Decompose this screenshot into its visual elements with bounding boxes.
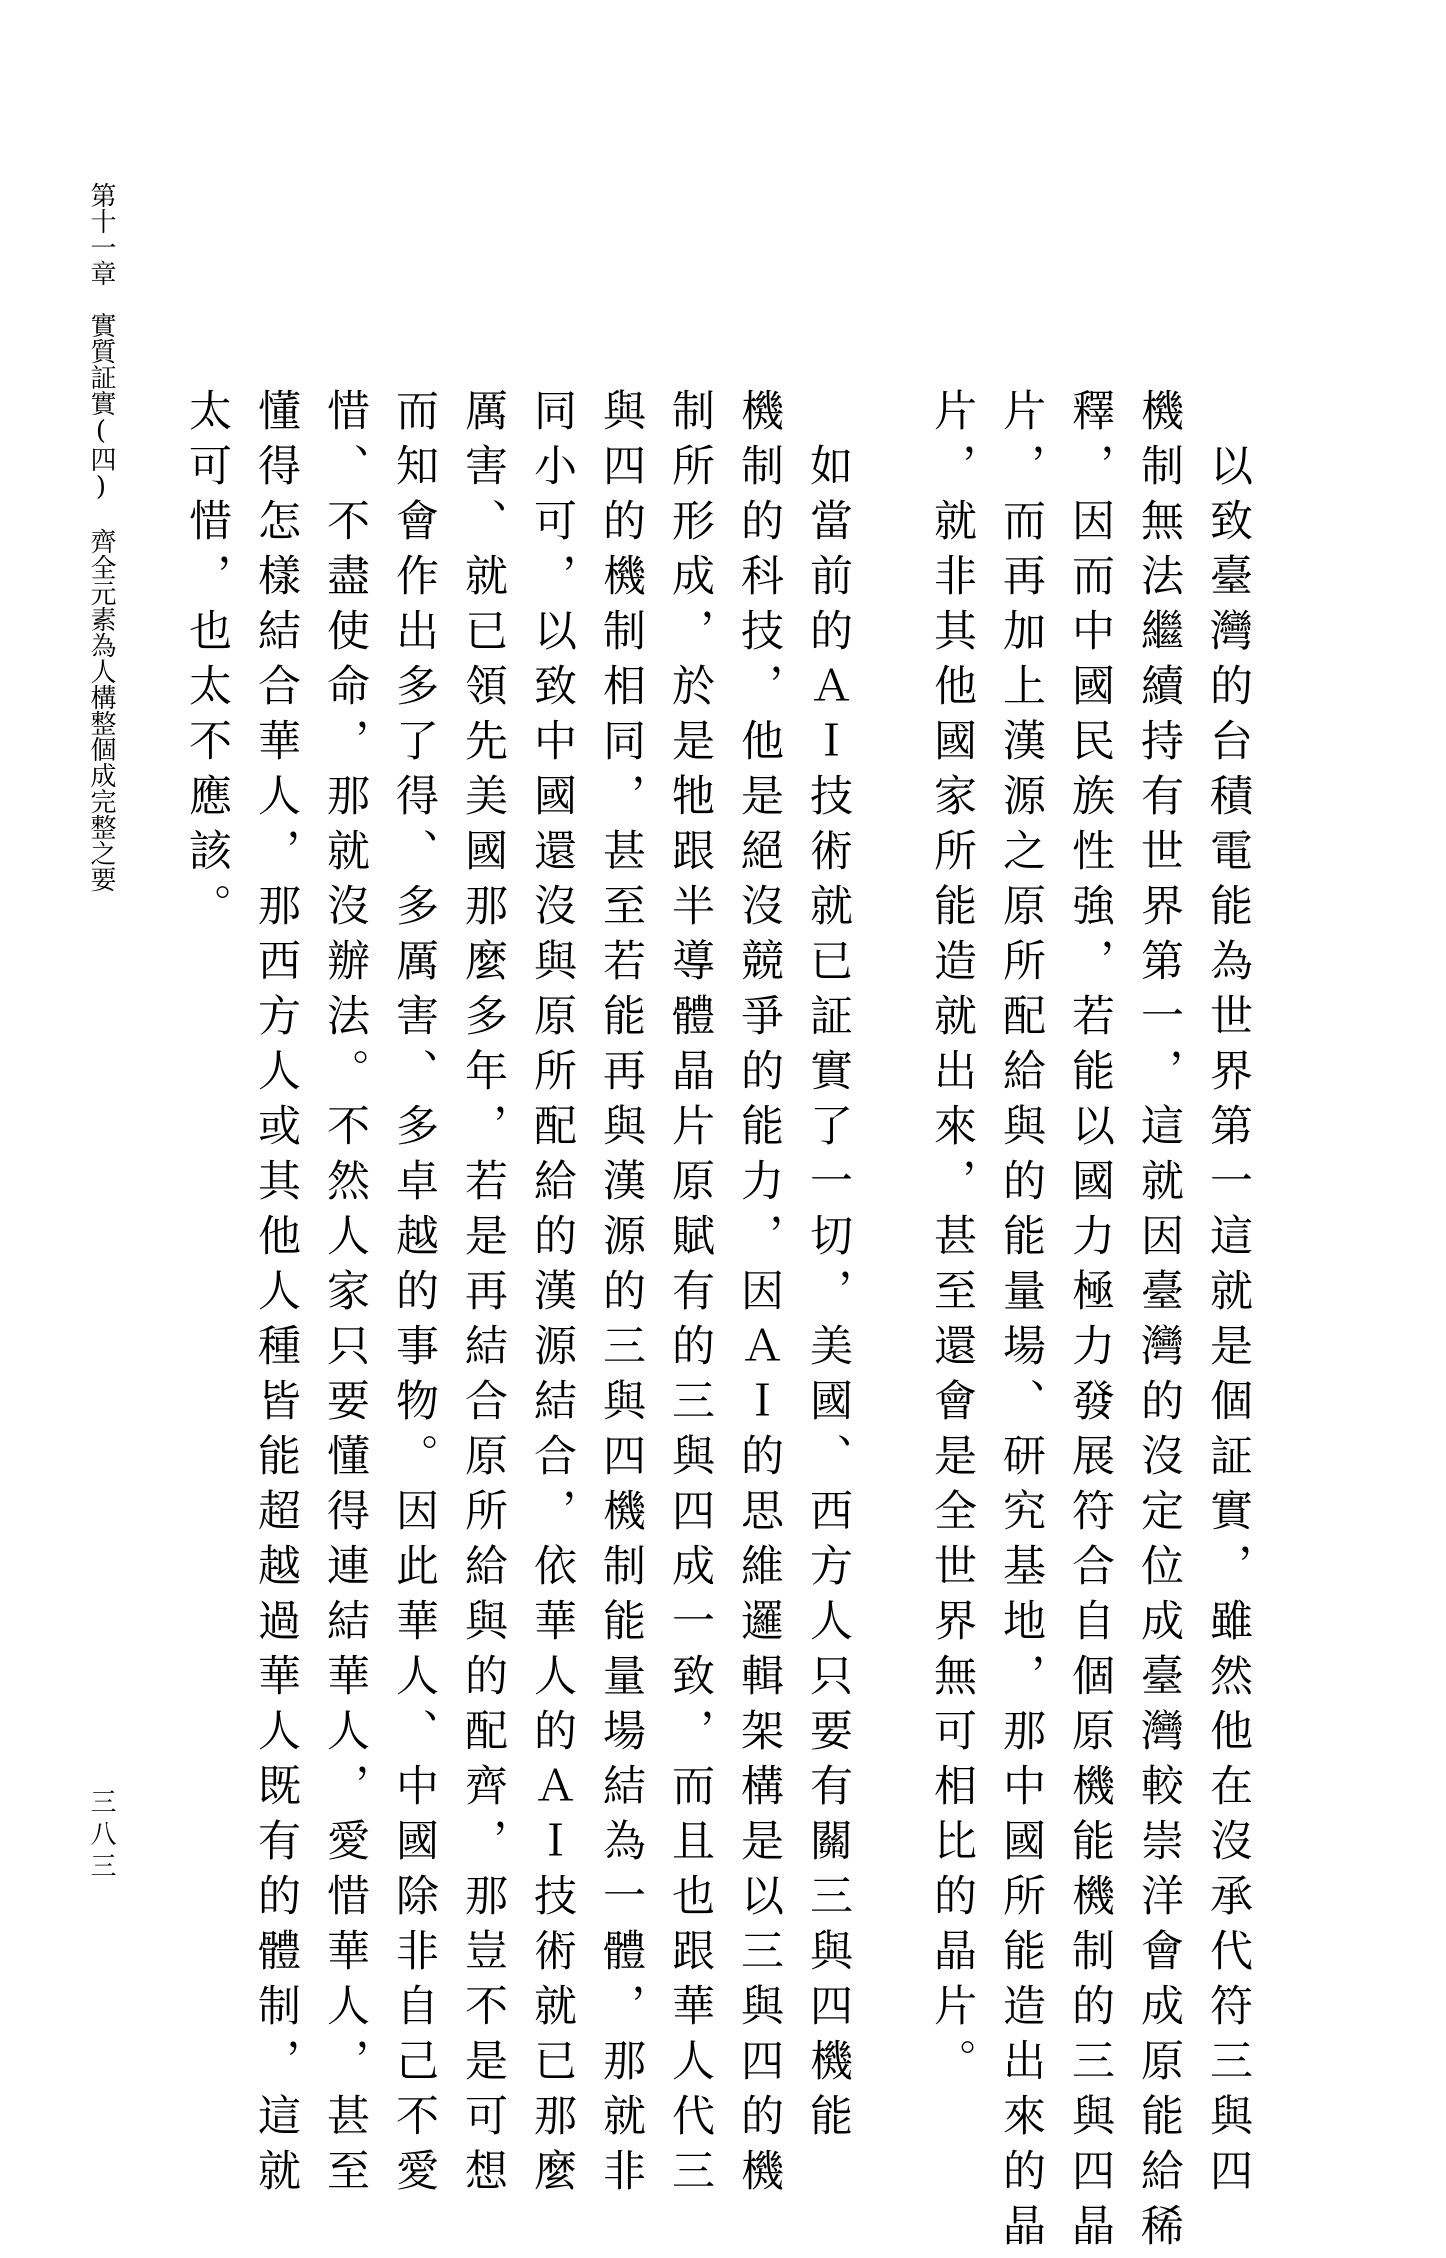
- text-column: 太可惜，也太不應該。: [182, 388, 232, 938]
- text-column: 厲害、就已領先美國那麼多年，若是再結合原所給與的配齊，那豈不是可想: [458, 388, 508, 2203]
- text-column: 釋，因而中國民族性強，若能以國力極力發展符合自個原機能機制的三與四晶: [1065, 388, 1115, 2258]
- text-column: 片，而再加上漢源之原所配給與的能量場、研究基地，那中國所能造出來的晶: [996, 388, 1046, 2258]
- running-header: 第十一章 實質証實(四) 齊全元素為人構整個成完整之要: [86, 182, 116, 892]
- text-column: 而知會作出多了得、多厲害、多卓越的事物。因此華人、中國除非自己不愛: [389, 388, 439, 2203]
- text-column: 懂得怎樣結合華人，那西方人或其他人種皆能超越過華人既有的體制，這就: [251, 388, 301, 2203]
- text-column: 如當前的ＡＩ技術就已証實了一切，美國、西方人只要有關三與四機能: [803, 388, 853, 2148]
- page-number: 三八三: [86, 1788, 116, 1884]
- text-column: 制所形成，於是牠跟半導體晶片原賦有的三與四成一致，而且也跟華人代三: [665, 388, 715, 2203]
- text-column: 惜、不盡使命，那就沒辦法。不然人家只要懂得連結華人，愛惜華人，甚至: [320, 388, 370, 2203]
- text-column: 機制的科技，他是絕沒競爭的能力，因ＡＩ的思維邏輯架構是以三與四的機: [734, 388, 784, 2203]
- text-column: 以致臺灣的台積電能為世界第一這就是個証實，雖然他在沒承代符三與四: [1203, 388, 1253, 2203]
- text-column: 機制無法繼續持有世界第一，這就因臺灣的沒定位成臺灣較崇洋會成原能給稀: [1134, 388, 1184, 2258]
- text-column: 片，就非其他國家所能造就出來，甚至還會是全世界無可相比的晶片。: [927, 388, 977, 2093]
- text-column: 與四的機制相同，甚至若能再與漢源的三與四機制能量場結為一體，那就非: [596, 388, 646, 2203]
- text-column: 同小可，以致中國還沒與原所配給的漢源結合，依華人的ＡＩ技術就已那麼: [527, 388, 577, 2203]
